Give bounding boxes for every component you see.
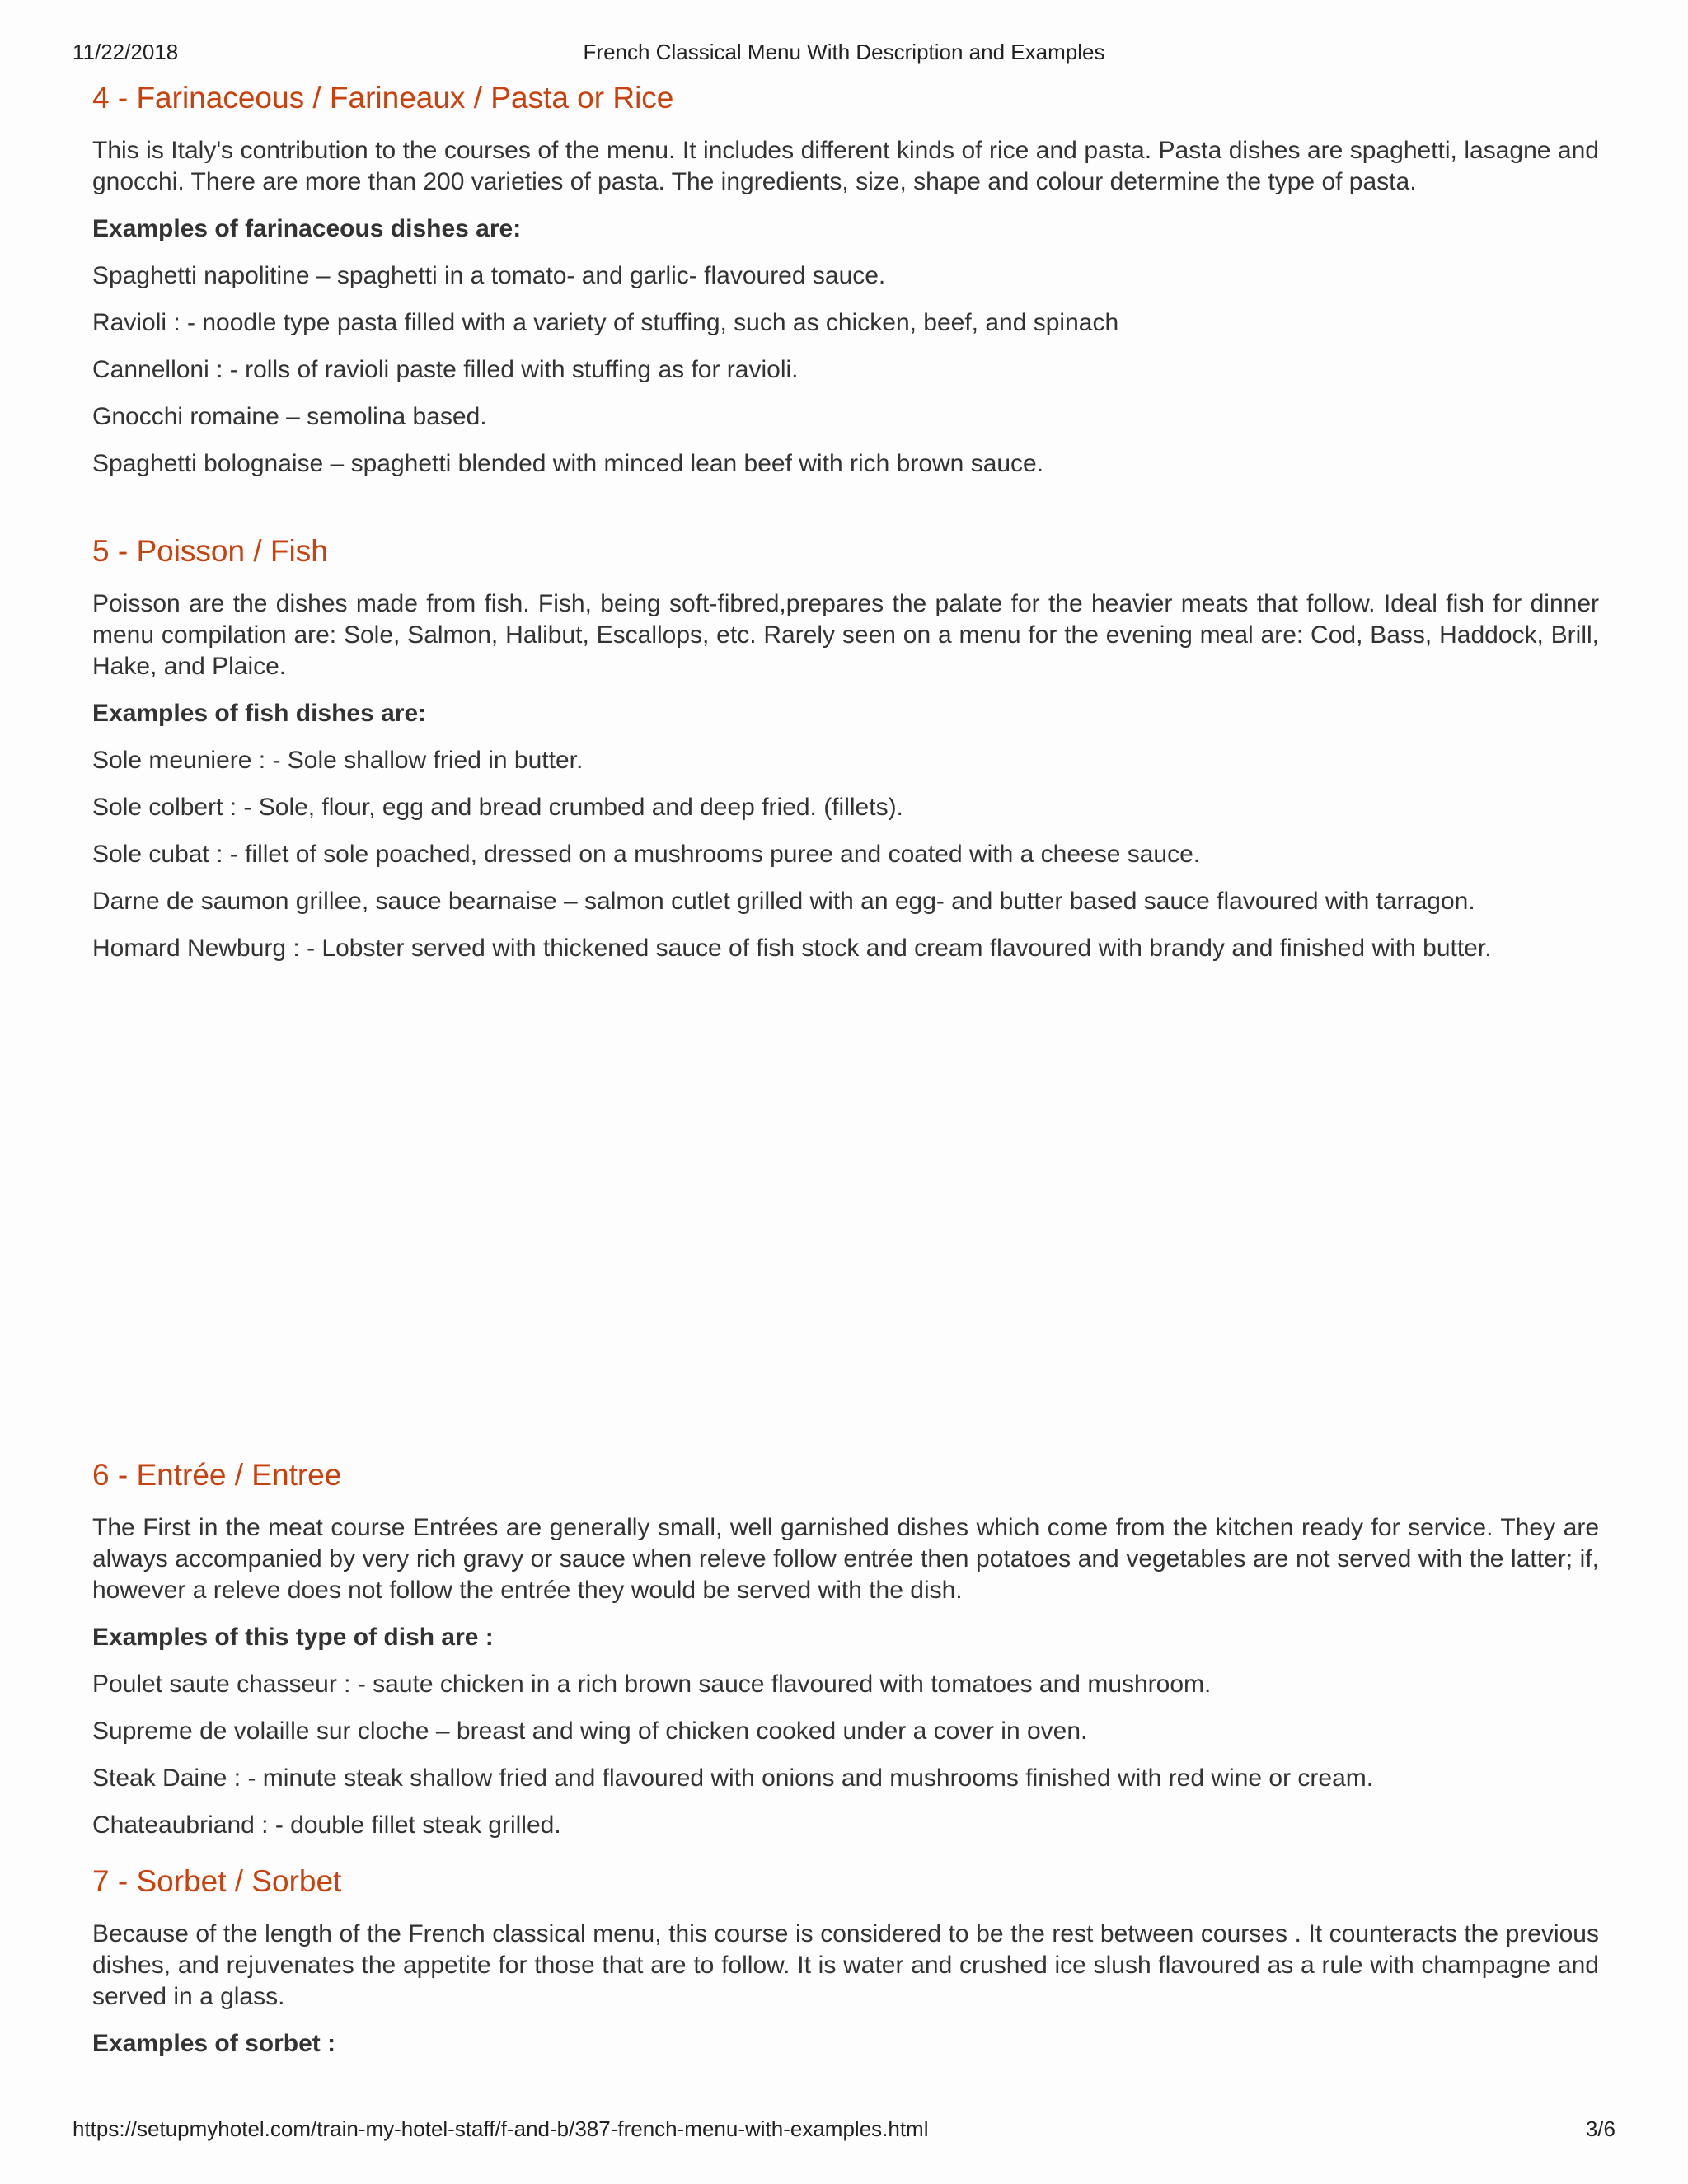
section-paragraph: The First in the meat course Entrées are generally small, well garnished dishes which come from the kitchen ready for service. They are always accompanied by very rich gravy or sauce when releve follow entrée then potatoes and vegetables are not served with the latter; if, however a releve does not follow the entrée they would be served with the dish.: [92, 1514, 1599, 1604]
examples-label: Examples of sorbet :: [92, 2030, 336, 2057]
example-item: Darne de saumon grillee, sauce bearnaise – salmon cutlet grilled with an egg- and butter based sauce flavoured with tarragon.: [92, 888, 1475, 915]
section-farinaceous: [92, 79, 1599, 480]
example-item: Spaghetti bolognaise – spaghetti blended with minced lean beef with rich brown sauce.: [92, 450, 1044, 477]
section-heading: 5 - Poisson / Fish: [92, 534, 328, 568]
example-item: Poulet saute chasseur : - saute chicken in a rich brown sauce flavoured with tomatoes and mushroom.: [92, 1671, 1212, 1698]
example-item: Sole cubat : - fillet of sole poached, dressed on a mushrooms puree and coated with a cheese sauce.: [92, 841, 1201, 868]
section-heading: 6 - Entrée / Entree: [92, 1458, 342, 1492]
section-paragraph: Because of the length of the French classical menu, this course is considered to be the rest between courses . It counteracts the previous dishes, and rejuvenates the appetite for those that are to follow. It is water and crushed ice slush flavoured as a rule with champagne and served in a glass.: [92, 1920, 1599, 2010]
example-item: Ravioli : - noodle type pasta filled with a variety of stuffing, such as chicken, beef, and spinach: [92, 309, 1119, 336]
section-fish: [92, 532, 1599, 964]
page-number: 3/6: [1585, 2116, 1615, 2141]
example-item: Sole meuniere : - Sole shallow fried in butter.: [92, 747, 584, 774]
print-date: 11/22/2018: [73, 40, 179, 64]
section-heading: 7 - Sorbet / Sorbet: [92, 1864, 342, 1898]
section-paragraph: This is Italy's contribution to the courses of the menu. It includes different kinds of rice and pasta. Pasta dishes are spaghetti, lasagne and gnocchi. There are more than 200 varieties of pasta. The ingredients, size, shape and colour determine the type of pasta.: [92, 137, 1599, 195]
example-item: Supreme de volaille sur cloche – breast and wing of chicken cooked under a cover in oven.: [92, 1718, 1088, 1745]
print-url: https://setupmyhotel.com/train-my-hotel-staff/f-and-b/387-french-menu-with-examples.html: [73, 2116, 929, 2141]
example-item: Chateaubriand : - double fillet steak grilled.: [92, 1811, 561, 1839]
examples-label: Examples of fish dishes are:: [92, 700, 427, 727]
examples-label: Examples of this type of dish are :: [92, 1624, 494, 1651]
example-item: Sole colbert : - Sole, flour, egg and bread crumbed and deep fried. (fillets).: [92, 794, 903, 821]
example-item: Gnocchi romaine – semolina based.: [92, 403, 487, 430]
example-item: Cannelloni : - rolls of ravioli paste filled with stuffing as for ravioli.: [92, 356, 799, 383]
section-heading: 4 - Farinaceous / Farineaux / Pasta or Rice: [92, 81, 674, 115]
examples-label: Examples of farinaceous dishes are:: [92, 215, 522, 242]
example-item: Steak Daine : - minute steak shallow fried and flavoured with onions and mushrooms finished with red wine or cream.: [92, 1765, 1374, 1792]
print-page-title: French Classical Menu With Description and Examples: [583, 40, 1105, 64]
example-item: Homard Newburg : - Lobster served with thickened sauce of fish stock and cream flavoured with brandy and finished with butter.: [92, 935, 1492, 962]
example-item: Spaghetti napolitine – spaghetti in a tomato- and garlic- flavoured sauce.: [92, 262, 886, 289]
section-sorbet: [92, 1863, 1599, 2060]
section-paragraph: Poisson are the dishes made from fish. Fish, being soft-fibred,prepares the palate for the heavier meats that follow. Ideal fish for dinner menu compilation are: Sole, Salmon, Halibut, Escallops, etc. Rarely seen on a menu for the evening meal are: Cod, Bass, Haddock, Brill, Hake, and Plaice.: [92, 590, 1599, 680]
section-entree: [92, 1456, 1599, 1841]
